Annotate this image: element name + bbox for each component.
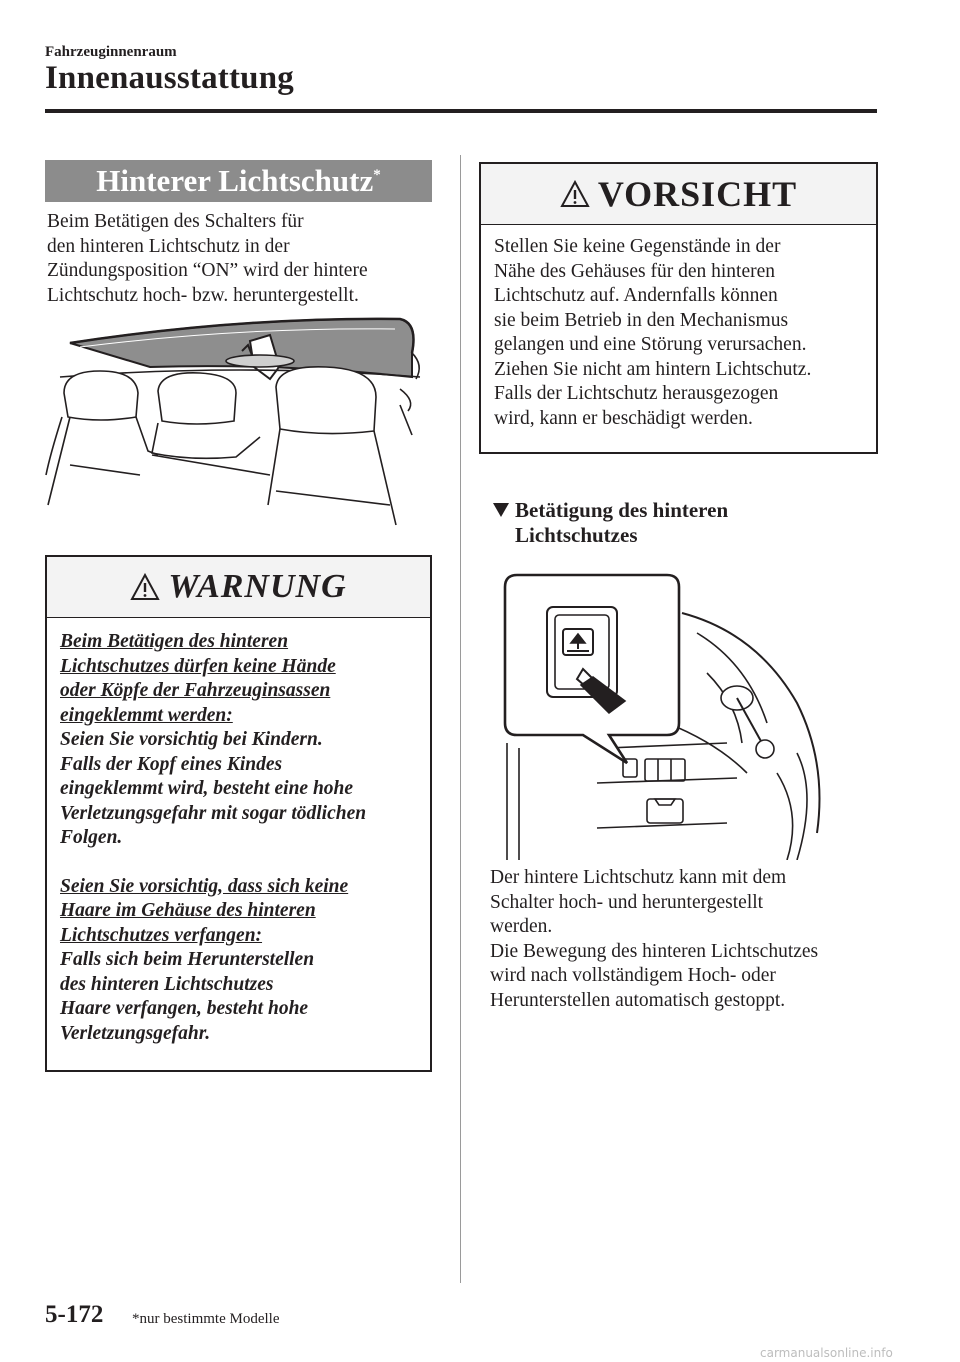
warning-body xyxy=(47,618,430,1046)
description-line: Der hintere Lichtschutz kann mit dem xyxy=(490,867,787,888)
warning-line: Haare verfangen, besteht hohe xyxy=(60,998,309,1019)
down-triangle-icon xyxy=(492,502,510,518)
section-title: Hinterer Lichtschutz xyxy=(96,163,374,198)
warning-line: Verletzungsgefahr mit sogar tödlichen xyxy=(60,802,367,824)
warning-line: des hinteren Lichtschutzes xyxy=(60,973,274,995)
warning-title: WARNUNG xyxy=(168,568,347,605)
warning-box xyxy=(45,555,432,1072)
watermark: carmanualsonline.info xyxy=(760,1346,893,1360)
chapter-label: Fahrzeuginnenraum xyxy=(45,44,177,60)
description-line: wird nach vollständigem Hoch- oder xyxy=(490,965,776,986)
caution-line: Stellen Sie keine Gegenstände in der xyxy=(494,236,781,257)
description-line: werden. xyxy=(490,916,553,937)
caution-line: Falls der Lichtschutz herausgezogen xyxy=(494,383,779,404)
caution-line: Ziehen Sie nicht am hintern Lichtschutz. xyxy=(494,358,812,380)
warning-line: Falls der Kopf eines Kindes xyxy=(60,753,283,775)
description-line: Die Bewegung des hinteren Lichtschutzes xyxy=(490,940,819,962)
caution-line: sie beim Betrieb in den Mechanismus xyxy=(494,309,789,331)
warning-header xyxy=(47,557,430,618)
intro-line: den hinteren Lichtschutz in der xyxy=(47,235,290,257)
section-title-banner xyxy=(45,160,432,202)
warning-line: Haare im Gehäuse des hinteren xyxy=(60,900,316,921)
warning-line: Falls sich beim Herunterstellen xyxy=(60,949,315,970)
optional-equipment-mark: * xyxy=(373,167,381,183)
footnote: *nur bestimmte Modelle xyxy=(132,1311,280,1327)
caution-line: wird, kann er beschädigt werden. xyxy=(494,407,753,429)
caution-body xyxy=(481,225,876,431)
page-number: 5-172 xyxy=(45,1301,104,1328)
caution-title: VORSICHT xyxy=(597,174,798,214)
warning-line: Lichtschutzes dürfen keine Hände xyxy=(60,655,336,677)
intro-line: Beim Betätigen des Schalters für xyxy=(47,211,304,232)
rear-sunshade-illustration xyxy=(40,305,440,545)
caution-box xyxy=(479,162,878,454)
warning-line: Verletzungsgefahr. xyxy=(60,1022,211,1044)
warning-triangle-icon xyxy=(560,180,590,208)
column-divider xyxy=(460,155,461,1283)
operation-heading-line: Lichtschutzes xyxy=(515,522,638,547)
warning-line: eingeklemmt werden: xyxy=(60,704,233,726)
caution-line: gelangen und eine Störung verursachen. xyxy=(494,334,807,355)
warning-triangle-icon xyxy=(130,573,160,601)
page-title: Innenausstattung xyxy=(45,60,294,96)
header-rule xyxy=(45,109,877,113)
warning-line: Seien Sie vorsichtig bei Kindern. xyxy=(60,729,323,750)
operation-heading xyxy=(492,498,728,547)
sunshade-switch-illustration xyxy=(497,573,847,860)
warning-line: Seien Sie vorsichtig, dass sich keine xyxy=(60,875,349,897)
intro-line: Lichtschutz hoch- bzw. heruntergestellt. xyxy=(47,284,359,306)
caution-line: Nähe des Gehäuses für den hinteren xyxy=(494,260,776,282)
warning-line: eingeklemmt wird, besteht eine hohe xyxy=(60,778,354,799)
caution-line: Lichtschutz auf. Andernfalls können xyxy=(494,285,778,306)
warning-line: Lichtschutzes verfangen: xyxy=(60,924,263,946)
intro-line: Zündungsposition “ON” wird der hintere xyxy=(47,260,368,281)
description-line: Herunterstellen automatisch gestoppt. xyxy=(490,989,786,1011)
warning-line: Beim Betätigen des hinteren xyxy=(60,631,289,652)
intro-text xyxy=(47,210,442,308)
warning-line: oder Köpfe der Fahrzeuginsassen xyxy=(60,680,331,701)
operation-description xyxy=(490,866,880,1013)
description-line: Schalter hoch- und heruntergestellt xyxy=(490,891,764,913)
operation-heading-line: Betätigung des hinteren xyxy=(515,498,729,522)
warning-line: Folgen. xyxy=(60,827,123,848)
caution-header xyxy=(481,164,876,225)
